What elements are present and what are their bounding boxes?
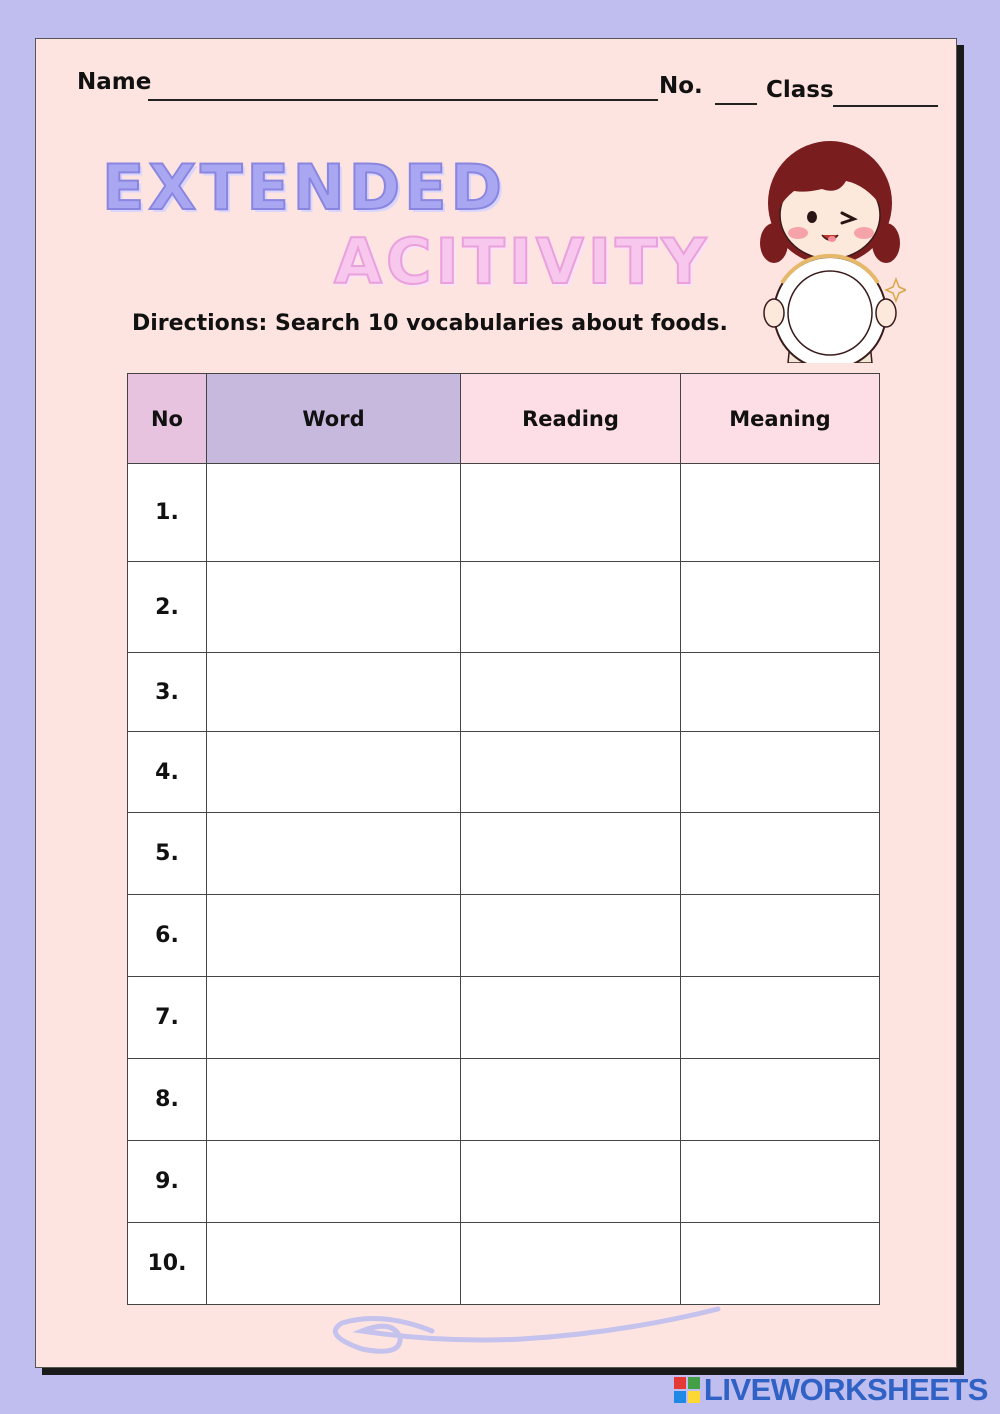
word-cell[interactable]	[207, 1059, 461, 1141]
table-row	[128, 732, 880, 813]
row-number: 2.	[128, 562, 207, 653]
reading-cell[interactable]	[461, 562, 681, 653]
no-field[interactable]	[715, 103, 757, 105]
meaning-cell[interactable]	[681, 562, 880, 653]
column-header-no: No	[128, 374, 207, 464]
word-cell[interactable]	[207, 562, 461, 653]
meaning-cell[interactable]	[681, 1223, 880, 1305]
table-row	[128, 1141, 880, 1223]
column-header-reading: Reading	[461, 374, 681, 464]
meaning-cell[interactable]	[681, 895, 880, 977]
meaning-cell[interactable]	[681, 977, 880, 1059]
decorative-swirl	[322, 1301, 722, 1371]
table-row	[128, 977, 880, 1059]
word-cell[interactable]	[207, 1141, 461, 1223]
column-header-word: Word	[207, 374, 461, 464]
row-number: 10.	[128, 1223, 207, 1305]
meaning-cell[interactable]	[681, 1141, 880, 1223]
reading-cell[interactable]	[461, 977, 681, 1059]
meaning-cell[interactable]	[681, 813, 880, 895]
vocabulary-table	[127, 373, 880, 1305]
name-field[interactable]	[148, 99, 658, 101]
reading-cell[interactable]	[461, 732, 681, 813]
meaning-cell[interactable]	[681, 653, 880, 732]
table-row	[128, 813, 880, 895]
reading-cell[interactable]	[461, 1141, 681, 1223]
reading-cell[interactable]	[461, 1223, 681, 1305]
reading-cell[interactable]	[461, 464, 681, 562]
row-number: 5.	[128, 813, 207, 895]
row-number: 3.	[128, 653, 207, 732]
table-header-row	[128, 374, 880, 464]
no-label: No.	[659, 73, 703, 99]
worksheet	[35, 38, 957, 1368]
brand-text: LIVEWORKSHEETS	[703, 1372, 988, 1407]
word-cell[interactable]	[207, 653, 461, 732]
meaning-cell[interactable]	[681, 464, 880, 562]
table-row	[128, 464, 880, 562]
directions-text: Directions: Search 10 vocabularies about foods.	[132, 311, 728, 336]
table-row	[128, 562, 880, 653]
reading-cell[interactable]	[461, 813, 681, 895]
word-cell[interactable]	[207, 732, 461, 813]
row-number: 7.	[128, 977, 207, 1059]
reading-cell[interactable]	[461, 1059, 681, 1141]
column-header-meaning: Meaning	[681, 374, 880, 464]
class-field[interactable]	[833, 105, 938, 107]
title-activity: ACITIVITY	[334, 225, 711, 298]
table-row	[128, 653, 880, 732]
reading-cell[interactable]	[461, 895, 681, 977]
row-number: 4.	[128, 732, 207, 813]
class-label: Class	[766, 77, 834, 103]
title-extended: EXTENDED	[102, 151, 506, 224]
row-number: 1.	[128, 464, 207, 562]
table-row	[128, 895, 880, 977]
table-row	[128, 1223, 880, 1305]
meaning-cell[interactable]	[681, 732, 880, 813]
liveworksheets-logo-icon	[674, 1377, 700, 1403]
meaning-cell[interactable]	[681, 1059, 880, 1141]
word-cell[interactable]	[207, 1223, 461, 1305]
word-cell[interactable]	[207, 464, 461, 562]
liveworksheets-brand	[674, 1372, 988, 1408]
row-number: 8.	[128, 1059, 207, 1141]
row-number: 9.	[128, 1141, 207, 1223]
reading-cell[interactable]	[461, 653, 681, 732]
row-number: 6.	[128, 895, 207, 977]
word-cell[interactable]	[207, 895, 461, 977]
table-row	[128, 1059, 880, 1141]
girl-holding-plate-icon	[754, 133, 906, 363]
name-label: Name	[77, 69, 152, 95]
word-cell[interactable]	[207, 813, 461, 895]
word-cell[interactable]	[207, 977, 461, 1059]
